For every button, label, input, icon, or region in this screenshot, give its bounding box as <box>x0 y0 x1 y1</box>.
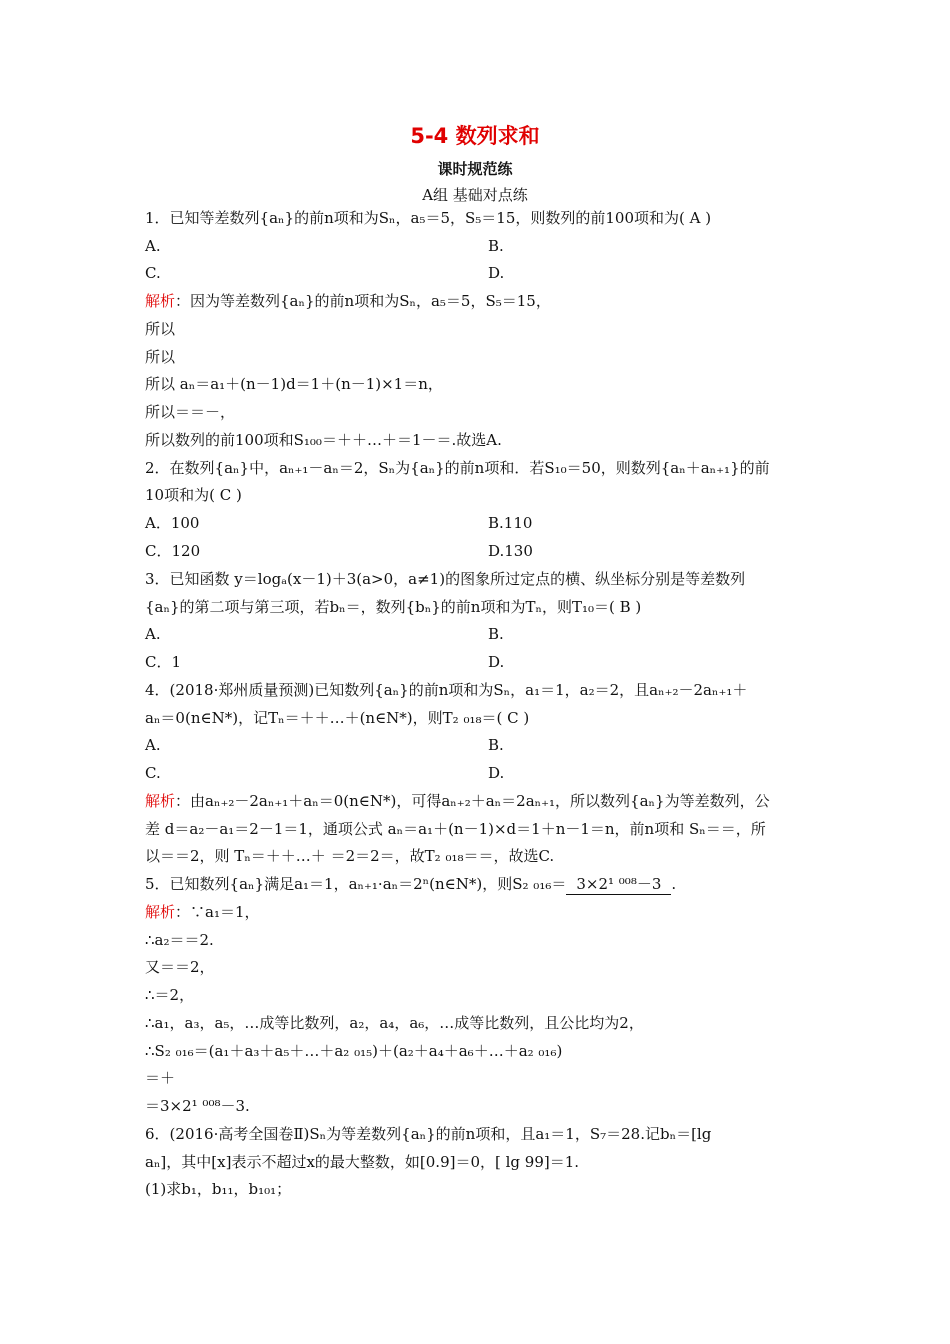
text-line <box>145 485 242 505</box>
line-text: ＝3×2¹ ⁰⁰⁸－3. <box>145 1097 250 1115</box>
line-text: 3．已知函数 y＝logₐ(x－1)＋3(a>0，a≠1)的图象所过定点的横、纵坐标分别是等差数列 <box>145 570 746 588</box>
analysis-label: 解析 <box>145 903 176 921</box>
line-text: A．100 <box>145 514 200 532</box>
line-text: 5．已知数列{aₙ}满足a₁＝1，aₙ₊₁·aₙ＝2ⁿ(n∈N*)，则S₂ ₀₁₆＝ <box>145 875 567 893</box>
text-line <box>145 930 214 950</box>
page-title: 5-4 数列求和 <box>410 124 540 148</box>
option-line <box>145 735 161 755</box>
text-line <box>145 374 443 394</box>
line-text: . <box>671 875 677 893</box>
option-line <box>145 236 161 256</box>
text-line <box>145 1124 711 1144</box>
line-text: {aₙ}的第二项与第三项，若bₙ＝，数列{bₙ}的前n项和为Tₙ，则T₁₀＝( B ) <box>145 598 642 616</box>
line-text: D. <box>488 764 505 782</box>
text-line <box>145 985 194 1005</box>
text-line <box>145 957 215 977</box>
line-text: ：由aₙ₊₂－2aₙ₊₁＋aₙ＝0(n∈N*)，可得aₙ₊₂＋aₙ＝2aₙ₊₁，所以数列{aₙ}为等差数列，公 <box>175 792 770 810</box>
text-line <box>145 708 529 728</box>
line-text: ∴S₂ ₀₁₆＝(a₁＋a₃＋a₅＋…＋a₂ ₀₁₅)＋(a₂＋a₄＋a₆＋…＋a₂ ₀₁₆) <box>145 1042 563 1060</box>
text-line <box>145 430 502 450</box>
line-text: (1)求b₁，b₁₁，b₁₀₁； <box>145 1180 292 1198</box>
text-line <box>145 569 745 589</box>
text-line <box>145 1041 562 1061</box>
text-line <box>145 319 175 339</box>
option-line <box>488 624 504 644</box>
line-text: 所以 <box>145 320 176 338</box>
line-text: C．120 <box>145 542 201 560</box>
line-text: B.110 <box>488 514 533 532</box>
text-line <box>145 1013 644 1033</box>
line-text: D. <box>488 653 505 671</box>
text-line <box>145 1152 579 1172</box>
line-text: 所以数列的前100项和S₁₀₀＝＋＋…＋＝1－＝.故选A. <box>145 431 502 449</box>
line-text: A. <box>145 625 161 643</box>
text-line <box>145 846 554 866</box>
text-line <box>145 819 766 839</box>
line-text: 6．(2016·高考全国卷Ⅱ)Sₙ为等差数列{aₙ}的前n项和，且a₁＝1，S₇＝28.记bₙ＝[lg <box>145 1125 712 1143</box>
answer-blank: 3×2¹ ⁰⁰⁸－3 <box>566 874 671 895</box>
option-line <box>488 763 504 783</box>
line-text: B. <box>488 625 504 643</box>
text-line <box>145 597 641 617</box>
option-line <box>145 541 200 561</box>
line-text: B. <box>488 736 504 754</box>
text-line <box>145 874 676 895</box>
text-line <box>145 347 175 367</box>
option-line <box>488 652 504 672</box>
text-line <box>145 680 747 700</box>
option-line <box>488 236 504 256</box>
text-line <box>145 208 711 228</box>
line-text: B. <box>488 237 504 255</box>
analysis-label: 解析 <box>145 292 176 310</box>
page-subtitle: 课时规范练 <box>437 160 513 178</box>
text-line <box>145 902 260 922</box>
line-text: aₙ]，其中[x]表示不超过x的最大整数，如[0.9]＝0，[ lg 99]＝1. <box>145 1153 580 1171</box>
line-text: ∴＝2， <box>145 986 195 1004</box>
line-text: 4．(2018·郑州质量预测)已知数列{aₙ}的前n项和为Sₙ，a₁＝1，a₂＝2，且aₙ₊₂－2aₙ₊₁＋ <box>145 681 748 699</box>
option-line <box>488 541 533 561</box>
text-line <box>145 791 770 811</box>
line-text: 所以 aₙ＝a₁＋(n－1)d＝1＋(n－1)×1＝n， <box>145 375 443 393</box>
option-line <box>488 263 504 283</box>
analysis-label: 解析 <box>145 792 176 810</box>
text-line <box>145 1068 175 1088</box>
line-text: C．1 <box>145 653 182 671</box>
line-text: ＝＋ <box>145 1069 176 1087</box>
line-text: ∴a₁，a₃，a₅，…成等比数列，a₂，a₄，a₆，…成等比数列，且公比均为2， <box>145 1014 644 1032</box>
text-line <box>145 1096 250 1116</box>
line-text: 1．已知等差数列{aₙ}的前n项和为Sₙ，a₅＝5，S₅＝15，则数列的前100项和为( A ) <box>145 209 712 227</box>
line-text: 2．在数列{aₙ}中，aₙ₊₁－aₙ＝2，Sₙ为{aₙ}的前n项和．若S₁₀＝50，则数列{aₙ＋aₙ₊₁}的前 <box>145 459 770 477</box>
option-line <box>145 763 161 783</box>
option-line <box>145 263 161 283</box>
line-text: C. <box>145 764 161 782</box>
line-text: 所以＝＝－， <box>145 403 236 421</box>
line-text: A. <box>145 237 161 255</box>
line-text: C. <box>145 264 161 282</box>
line-text: 以＝＝2，则 Tₙ＝＋＋…＋ ＝2＝2＝，故T₂ ₀₁₈＝＝，故选C. <box>145 847 555 865</box>
line-text: D. <box>488 264 505 282</box>
option-line <box>145 624 161 644</box>
line-text: 10项和为( C ) <box>145 486 242 504</box>
line-text: ：因为等差数列{aₙ}的前n项和为Sₙ，a₅＝5，S₅＝15， <box>175 292 551 310</box>
line-text: 差 d＝a₂－a₁＝2－1＝1，通项公式 aₙ＝a₁＋(n－1)×d＝1＋n－1＝n，前n项和 Sₙ＝＝，所 <box>145 820 766 838</box>
text-line <box>145 402 235 422</box>
option-line <box>488 513 532 533</box>
line-text: 所以 <box>145 348 176 366</box>
option-line <box>145 513 199 533</box>
line-text: ：∵a₁＝1， <box>175 903 260 921</box>
text-line <box>145 1179 291 1199</box>
option-line <box>488 735 504 755</box>
section-heading: A组 基础对点练 <box>422 186 528 204</box>
line-text: D.130 <box>488 542 533 560</box>
option-line <box>145 652 181 672</box>
text-line <box>145 458 770 478</box>
line-text: 又＝＝2， <box>145 958 215 976</box>
text-line <box>145 291 551 311</box>
line-text: ∴a₂＝＝2. <box>145 931 214 949</box>
line-text: aₙ＝0(n∈N*)，记Tₙ＝＋＋…＋(n∈N*)，则T₂ ₀₁₈＝( C ) <box>145 709 530 727</box>
line-text: A. <box>145 736 161 754</box>
